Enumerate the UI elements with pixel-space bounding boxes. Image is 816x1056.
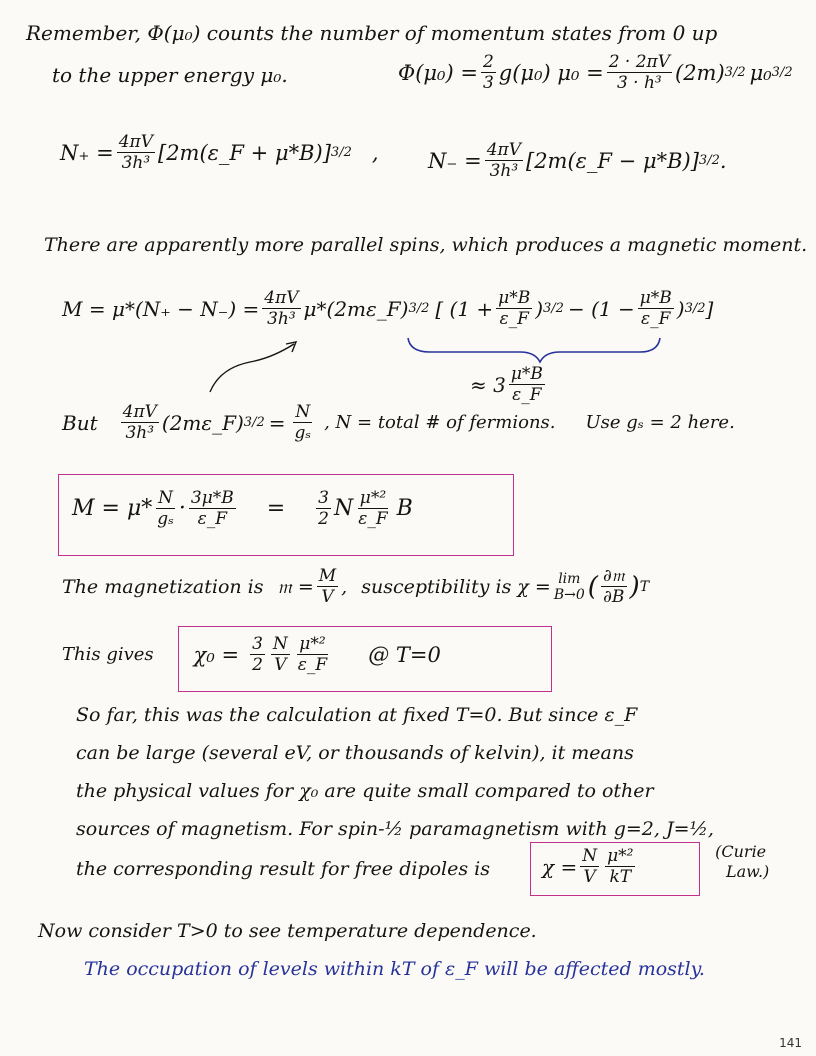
- phi-mu: μ₀: [749, 60, 772, 85]
- page-number: 141: [779, 1036, 802, 1050]
- but-exp: 3/2: [243, 415, 265, 430]
- para-line-5: the corresponding result for free dipoles is: [76, 858, 490, 880]
- n-plus-sep: ,: [371, 140, 379, 165]
- arrow-head: [286, 342, 296, 352]
- phi-exp-2: 3/2: [771, 65, 793, 80]
- curie-label-1: (Curie: [715, 842, 767, 861]
- approx-frac: $\frac{\mu*B}{\varepsilon\_F}$: [510, 364, 543, 405]
- m-mid: ): [535, 296, 544, 321]
- magnetization-line: The magnetization is 𝔪 = $\frac{M}{V}$ , susceptibility is χ = lim B→0 ( $\frac{\text{∂𝔪}}{\partial B}$ ) T: [62, 566, 650, 607]
- chi0-lhs: χ₀ =: [193, 642, 240, 667]
- but-n-frac: $\frac{N}{\text{gₛ}}$: [294, 402, 312, 443]
- m-minus: − (1 −: [567, 296, 635, 321]
- parallel-spins-line: There are apparently more parallel spins, which produces a magnetic moment.: [44, 234, 808, 256]
- n-minus-exp: 3/2: [698, 153, 720, 168]
- para-line-1: So far, this was the calculation at fixed T=0. But since ε_F: [76, 704, 638, 726]
- n-minus-lhs: N₋ =: [428, 148, 482, 173]
- curie-equation: [542, 846, 638, 887]
- n-plus-exp: 3/2: [330, 145, 352, 160]
- m-body: μ*(2mε_F): [303, 296, 409, 321]
- limit-frac: lim B→0: [553, 570, 585, 603]
- m-inner-frac-1: $\frac{\mu*B}{\varepsilon\_F}$: [498, 288, 531, 329]
- magnetization-m: 𝔪 =: [277, 575, 314, 598]
- derivative-sub-t: T: [639, 578, 650, 595]
- boxed-m-frac-a: $\frac{N}{\text{gₛ}}$: [157, 488, 174, 529]
- curie-label-2: Law.): [726, 862, 770, 881]
- m-exp-2: 3/2: [543, 301, 564, 316]
- boxed-m-dot: ·: [178, 496, 186, 521]
- curie-frac-a: $\frac{N}{V}$: [582, 846, 598, 887]
- boxed-m-equation: [72, 488, 413, 529]
- but-word: But: [62, 410, 98, 435]
- para-line-3: the physical values for χ₀ are quite small compared to other: [76, 780, 654, 802]
- chi0-frac-a: $\frac{3}{2}$: [252, 634, 263, 675]
- m-bracket-open: [ (1 +: [435, 296, 494, 321]
- para-line-4: sources of magnetism. For spin-½ paramagnetism with g=2, J=½,: [76, 818, 714, 840]
- derivative-frac: $\frac{\text{∂𝔪}}{\partial B}$: [602, 566, 625, 607]
- but-eq: =: [268, 410, 286, 435]
- phi-tail: (2m): [675, 60, 725, 85]
- m-inner-frac-2: $\frac{\mu*B}{\varepsilon\_F}$: [639, 288, 672, 329]
- but-note: , N = total # of fermions.: [324, 412, 556, 433]
- curie-law-label: [712, 842, 769, 882]
- boxed-m-frac-c: $\frac{3}{2}$: [318, 488, 329, 529]
- magnetization-frac: $\frac{M}{V}$: [318, 566, 337, 607]
- boxed-m-eq: =: [266, 496, 286, 521]
- chi0-frac-b: $\frac{N}{V}$: [272, 634, 288, 675]
- underbrace: [408, 338, 660, 362]
- para-line-2: can be large (several eV, or thousands of kelvin), it means: [76, 742, 634, 764]
- boxed-m-frac-b: $\frac{3\mu*B}{\varepsilon\_F}$: [190, 488, 234, 529]
- but-frac: $\frac{4\pi V}{\text{3h³}}$: [122, 402, 157, 443]
- phi-frac-1: $\frac{2}{3}$: [482, 52, 494, 93]
- boxed-m-b: B: [396, 496, 413, 521]
- this-gives-text: This gives: [62, 644, 154, 665]
- approx-expression: [470, 364, 548, 405]
- phi-exp-1: 3/2: [724, 65, 746, 80]
- m-lhs: M = μ*(N₊ − N₋) =: [62, 296, 260, 321]
- phi-frac-2: $\frac{2 \cdot 2\pi V}{\text{3 · h³}}$: [608, 52, 670, 93]
- intro-line-1: Remember, Φ(μ₀) counts the number of momentum states from 0 up: [26, 21, 718, 45]
- boxed-m-frac-d: $\frac{\text{μ*²}}{\varepsilon\_F}$: [358, 488, 388, 529]
- n-minus-body: [2m(ε_F − μ*B)]: [526, 148, 699, 173]
- m-close: ): [676, 296, 685, 321]
- m-exp-3: 3/2: [684, 301, 706, 316]
- chi0-frac-c: $\frac{\text{μ*²}}{\varepsilon\_F}$: [297, 634, 328, 675]
- m-bracket-close: ]: [705, 296, 714, 321]
- but-equation: [62, 402, 735, 443]
- magnetization-comma: ,: [341, 575, 348, 598]
- curved-arrow: [210, 344, 294, 392]
- n-plus-lhs: N₊ =: [60, 140, 114, 165]
- m-exp: 3/2: [408, 301, 430, 316]
- chi0-line: [62, 634, 441, 675]
- phi-mid: g(μ₀) μ₀ =: [498, 60, 604, 85]
- n-plus-frac: $\frac{4\pi V}{\text{3h³}}$: [118, 132, 153, 173]
- n-minus-frac: $\frac{4\pi V}{\text{3h³}}$: [486, 140, 521, 181]
- chi0-at-t0: @ T=0: [368, 642, 441, 667]
- phi-lhs: Φ(μ₀) =: [398, 60, 478, 85]
- intro-line-2: to the upper energy μ₀.: [52, 63, 288, 87]
- curie-lhs: χ =: [542, 854, 578, 879]
- susceptibility-text: susceptibility is χ =: [361, 575, 551, 598]
- boxed-m-lhs: M = μ*: [72, 496, 153, 521]
- occupation-line: The occupation of levels within kT of ε_F will be affected mostly.: [84, 958, 705, 980]
- but-body: (2mε_F): [161, 410, 244, 435]
- n-minus-end: .: [719, 148, 727, 173]
- n-plus-body: [2m(ε_F + μ*B)]: [158, 140, 331, 165]
- boxed-m-n: N: [334, 496, 354, 521]
- temperature-line: Now consider T>0 to see temperature dependence.: [38, 920, 537, 942]
- curie-frac-b: $\frac{\text{μ*²}}{kT}$: [607, 846, 634, 887]
- but-use: Use gₛ = 2 here.: [585, 412, 735, 433]
- m-frac: $\frac{4\pi V}{\text{3h³}}$: [264, 288, 299, 329]
- magnetization-text: The magnetization is: [62, 575, 264, 598]
- approx-sym: ≈ 3: [470, 372, 506, 397]
